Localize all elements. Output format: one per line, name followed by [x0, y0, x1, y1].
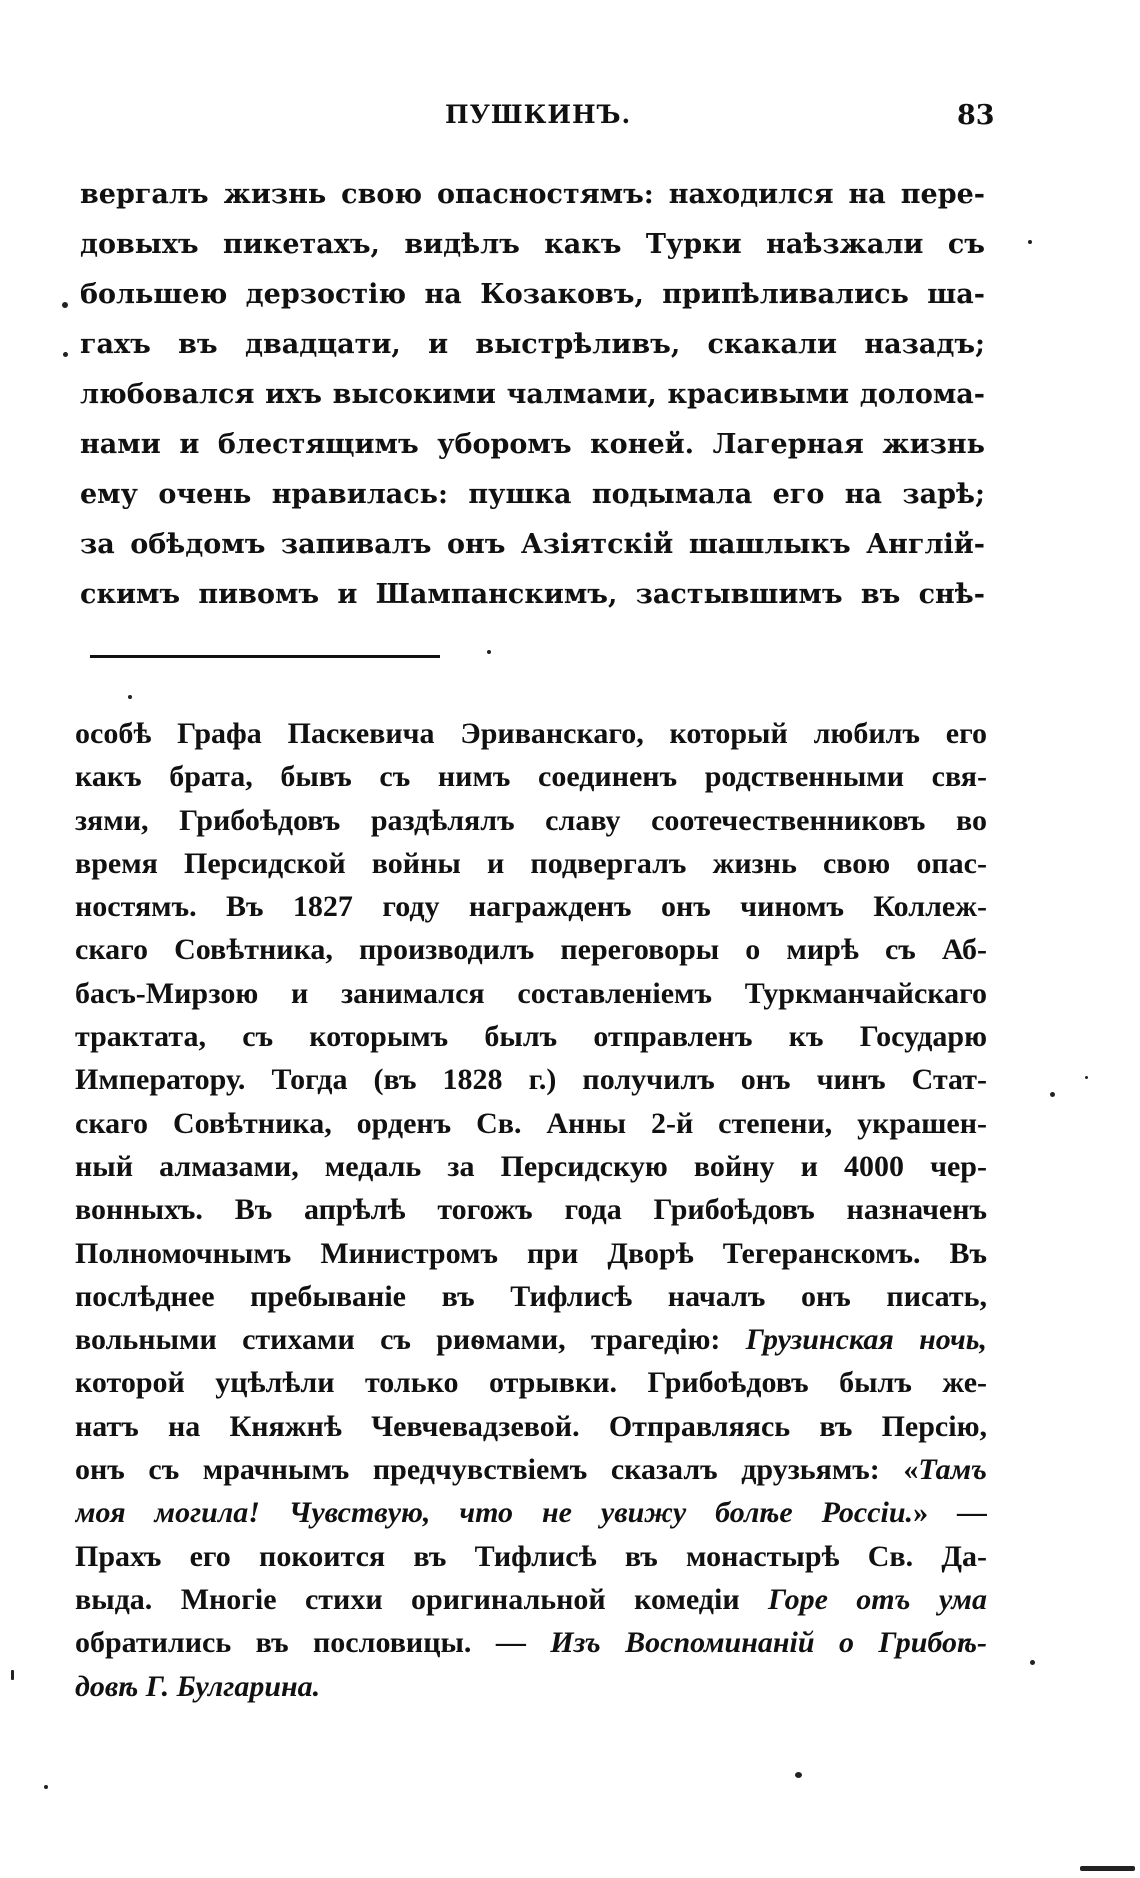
scan-speck: [487, 650, 491, 654]
footnote-line: вонныхъ. Въ апрѣлѣ тогожъ года Грибоѣдовъ назначенъ: [75, 1193, 987, 1227]
main-text-line: за обѣдомъ запивалъ онъ Азіятскій шашлыкъ Англій-: [80, 529, 985, 560]
main-text-line: скимъ пивомъ и Шампанскимъ, застывшимъ въ снѣ-: [80, 579, 985, 610]
footnote-line: натъ на Княжнѣ Чевчевадзевой. Отправляясь въ Персію,: [75, 1409, 987, 1443]
footnote-line: трактата, съ которымъ былъ отправленъ къ Государю: [75, 1020, 987, 1054]
footnote-line: Прахъ его покоится въ Тифлисѣ въ монастырѣ Св. Да-: [75, 1539, 987, 1573]
scan-speck: [128, 695, 132, 699]
scan-speck: [63, 352, 68, 357]
main-text-line: ему очень нравилась: пушка подымала его на зарѣ;: [80, 479, 985, 510]
footnote-text: » —: [913, 1496, 987, 1530]
footnote-line: Императору. Тогда (въ 1828 г.) получилъ онъ чинъ Стат-: [75, 1063, 987, 1097]
footnote-separator: [90, 655, 440, 658]
footnote-line: басъ-Мирзою и занимался составленіемъ Туркманчайскаго: [75, 976, 987, 1010]
main-text-line: гахъ въ двадцати, и выстрѣливъ, скакали назадъ;: [80, 329, 985, 360]
footnote-text: вольными стихами съ риѳмами, трагедію:: [75, 1323, 746, 1357]
footnote-italic-title: Горе отъ ума: [768, 1582, 987, 1616]
footnote-text: онъ съ мрачнымъ предчувствіемъ сказалъ друзьямъ: «: [75, 1453, 919, 1487]
footnote-italic-title: Грузинская ночь,: [745, 1323, 987, 1357]
footnote-block: [75, 712, 987, 1708]
footnote-italic-source: Изъ Воспоминаній о Грибоѣ-: [550, 1626, 987, 1660]
footnote-line: какъ брата, бывъ съ нимъ соединенъ родственными свя-: [75, 760, 987, 794]
footnote-line: послѣднее пребываніе въ Тифлисѣ началъ онъ писать,: [75, 1279, 987, 1313]
scan-speck: [1050, 1092, 1055, 1097]
main-text-line: большею дерзостію на Козаковъ, припѣливались ша-: [80, 279, 985, 310]
footnote-line: ный алмазами, медаль за Персидскую войну и 4000 чер-: [75, 1149, 987, 1183]
footnote-italic-source: довѣ Г. Булгарина.: [75, 1669, 321, 1703]
footnote-line: [75, 1578, 987, 1621]
footnote-line: ностямъ. Въ 1827 году награжденъ онъ чиномъ Коллеж-: [75, 890, 987, 924]
footnote-line: Полномочнымъ Министромъ при Дворѣ Тегеранскомъ. Въ: [75, 1236, 987, 1270]
main-text-line: любовался ихъ высокими чалмами, красивыми долома-: [80, 379, 985, 410]
scan-speck: [44, 1785, 48, 1789]
footnote-line: [75, 1621, 987, 1664]
main-text-line: довыхъ пикетахъ, видѣлъ какъ Турки наѣзжали съ: [80, 229, 985, 260]
main-text-line: нами и блестящимъ уборомъ коней. Лагерная жизнь: [80, 429, 985, 460]
running-head: [0, 100, 1140, 140]
footnote-line: которой уцѣлѣли только отрывки. Грибоѣдовъ былъ же-: [75, 1366, 987, 1400]
footnote-line: скаго Совѣтника, производилъ переговоры о мирѣ съ Аб-: [75, 933, 987, 967]
scan-speck: [11, 1670, 14, 1680]
footnote-line: время Персидской войны и подвергалъ жизнь свою опас-: [75, 846, 987, 880]
scan-speck: [62, 302, 68, 308]
footnote-italic-quote: моя могила! Чувствую, что не увижу болѣе Россіи.: [75, 1496, 914, 1530]
footnote-line: [75, 1448, 987, 1491]
footnote-text: выда. Многіе стихи оригинальной комедіи: [75, 1582, 769, 1616]
scan-speck: [1080, 1866, 1135, 1871]
footnote-line: скаго Совѣтника, орденъ Св. Анны 2-й степени, украшен-: [75, 1106, 987, 1140]
scan-speck: [1030, 1660, 1035, 1665]
scan-speck: [1085, 1076, 1088, 1079]
scan-speck: [795, 1772, 802, 1778]
scan-speck: [1028, 240, 1032, 244]
footnote-line: [75, 1491, 987, 1534]
page-number: 83: [957, 100, 995, 131]
footnote-italic-quote: Тамъ: [918, 1453, 987, 1487]
footnote-text: обратились въ пословицы. —: [75, 1626, 551, 1660]
running-title: ПУШКИНЪ.: [445, 100, 632, 129]
footnote-line: зями, Грибоѣдовъ раздѣлялъ славу соотечественниковъ во: [75, 803, 987, 837]
footnote-line: особѣ Графа Паскевича Эриванскаго, который любилъ его: [75, 717, 987, 750]
footnote-line: [75, 1318, 987, 1361]
main-text-line: вергалъ жизнь свою опасностямъ: находился на пере-: [80, 179, 985, 210]
main-text-block: [80, 170, 985, 620]
footnote-line: [75, 1665, 987, 1708]
